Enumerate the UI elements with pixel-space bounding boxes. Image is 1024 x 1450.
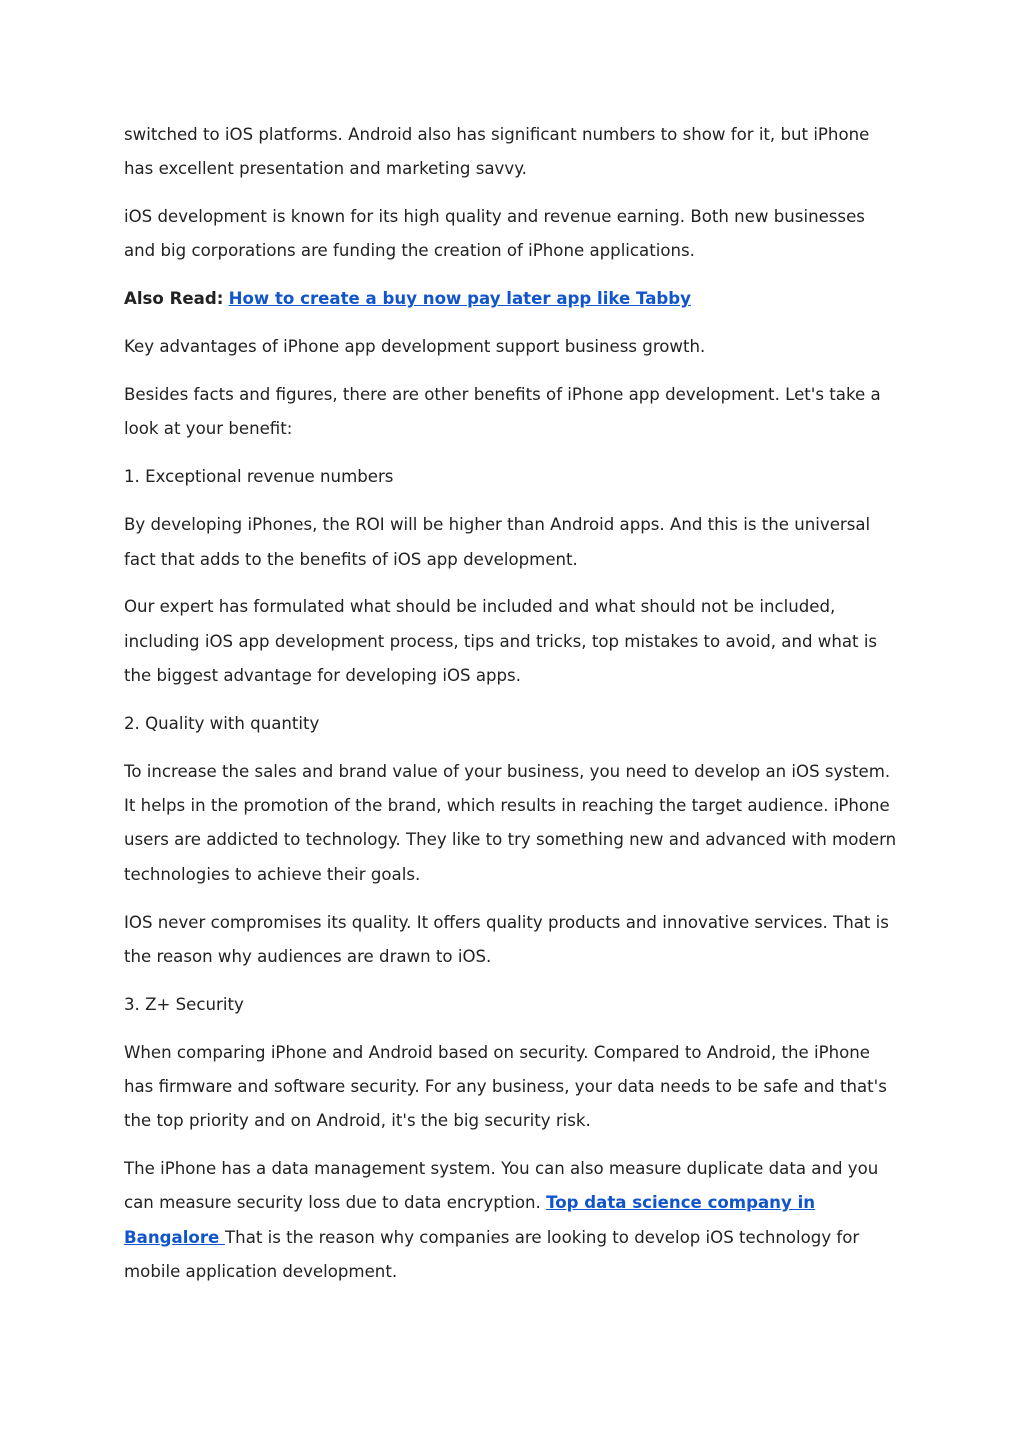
paragraph-benefits-intro: Besides facts and figures, there are other benefits of iPhone app development. Let's take a look at your benefit:: [124, 385, 881, 439]
heading-exceptional-revenue: 1. Exceptional revenue numbers: [124, 467, 394, 487]
paragraph-intro-continued: switched to iOS platforms. Android also has significant numbers to show for it, but iPhone has excellent presentation and marketing savvy.: [124, 125, 870, 179]
paragraph-expert: Our expert has formulated what should be included and what should not be included, including iOS app development process, tips and tricks, top mistakes to avoid, and what is the biggest advantage for developing iOS apps.: [124, 597, 878, 686]
data-management-text-before: The iPhone has a data management system. You can also measure duplicate data and you can measure security loss due to data encryption.: [124, 1159, 879, 1213]
also-read-label: Also Read:: [124, 289, 224, 309]
paragraph-ios-quality: IOS never compromises its quality. It offers quality products and innovative services. That is the reason why audiences are drawn to iOS.: [124, 912, 889, 966]
heading-quality-quantity: 2. Quality with quantity: [124, 713, 320, 733]
also-read-link[interactable]: How to create a buy now pay later app like Tabby: [228, 289, 691, 309]
paragraph-security-comparison: When comparing iPhone and Android based on security. Compared to Android, the iPhone has firmware and software security. For any business, your data needs to be safe and that's the top priority and on Android, it's the big security risk.: [124, 1042, 887, 1131]
heading-security: 3. Z+ Security: [124, 994, 244, 1014]
paragraph-data-management: [124, 1152, 900, 1289]
data-science-company-link[interactable]: Top data science company in Bangalore: [124, 1193, 816, 1247]
also-read-line: [124, 282, 900, 316]
data-management-text-after: That is the reason why companies are looking to develop iOS technology for mobile application development.: [124, 1227, 860, 1282]
paragraph-key-advantages: Key advantages of iPhone app development support business growth.: [124, 337, 706, 357]
document-page: [124, 118, 900, 1303]
paragraph-sales-brand: To increase the sales and brand value of your business, you need to develop an iOS system. It helps in the promotion of the brand, which results in reaching the target audience. iPhone users are addicted to technology. They like to try something new and advanced with modern technologies to achieve their goals.: [124, 761, 897, 884]
paragraph-ios-development: iOS development is known for its high quality and revenue earning. Both new businesses and big corporations are funding the creation of iPhone applications.: [124, 207, 865, 261]
paragraph-roi: By developing iPhones, the ROI will be higher than Android apps. And this is the universal fact that adds to the benefits of iOS app development.: [124, 515, 871, 569]
